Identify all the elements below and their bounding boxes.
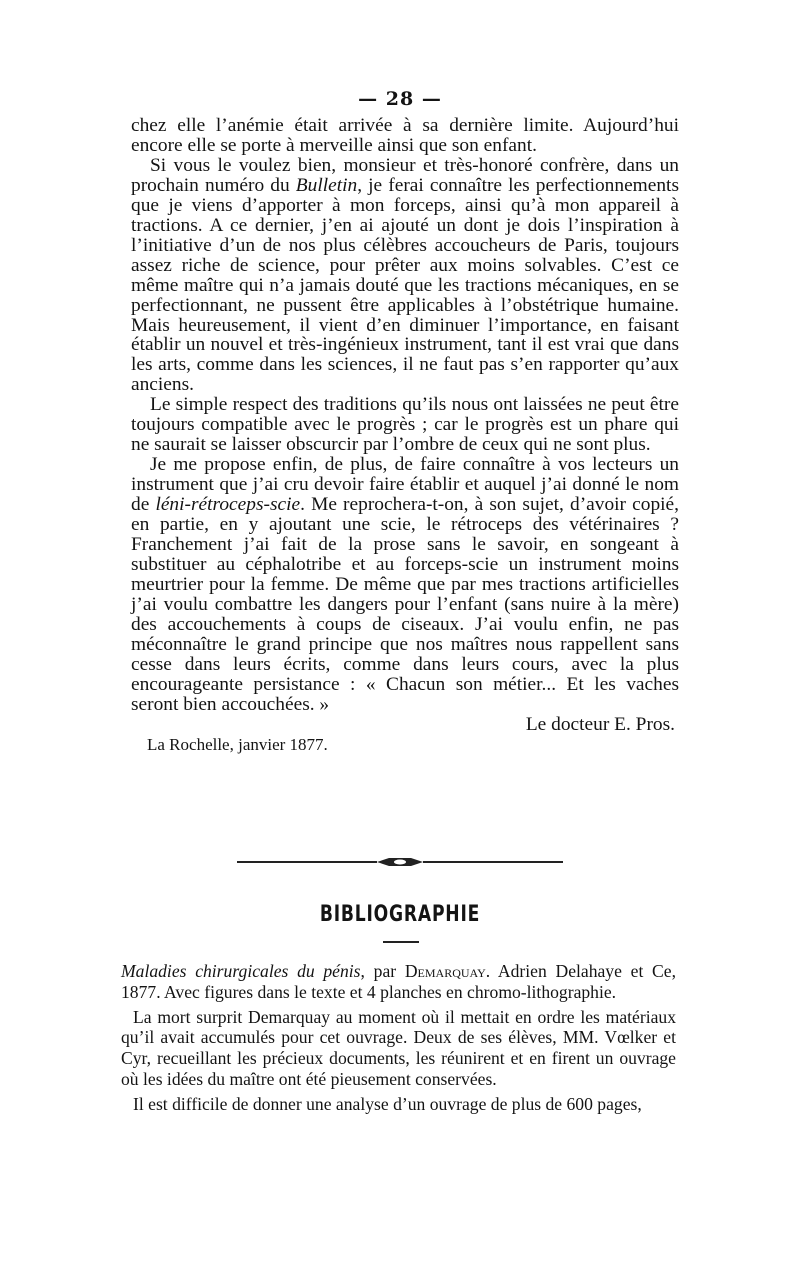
review-paragraph: La mort surprit Demarquay au moment où il mettait en ordre les matériaux qu’il avait accumulés pour cet ouvrage. Deux de ses élèves, MM. Vœlker et Cyr, recueillant les précieux documents, les réunirent et en firent un ouvrage où les idées du maître ont été pieusement conservées. [121, 1006, 676, 1089]
book-title: Maladies chirurgicales du pénis [121, 961, 361, 981]
letter-text: , je ferai connaître les perfectionnements que je viens d’apporter à mon forceps, ainsi qu’à mon appareil à tractions. A ce dernier, j’en ai ajouté un dont je dois l’inspiration à l’initiative d’un de nos plus célèbres accoucheurs de Paris, toujours assez riche de science, pour prêter aux moins solvables. C’est ce même maître qui n’a jamais douté que les tractions mécaniques, en se perfectionnant, ne pussent être applicables à l’obstétrique humaine. Mais heureusement, il vient d’en diminuer l’importance, en faisant établir un nouvel et très-ingénieux instrument, tant il est vrai que dans les arts, comme dans les sciences, il ne faut pas s’en rapporter qu’aux anciens. [131, 174, 679, 396]
citation-text: , par [360, 961, 405, 981]
letter-text: Le simple respect des traditions qu’ils nous ont laissées ne peut être toujours compatible avec le progrès ; car le progrès est un phare qui ne saurait se laisser obscurcir par l’ombre de ceux qui ne sont plus. [131, 394, 679, 456]
instrument-name: léni-rétroceps-scie [155, 494, 301, 516]
letter-paragraph [131, 116, 679, 156]
letter-paragraph [131, 455, 679, 714]
letter-paragraph [131, 395, 679, 455]
section-heading: BIBLIOGRAPHIE [319, 902, 481, 927]
ornamental-rule [237, 856, 563, 868]
bibliography-entry [121, 961, 676, 1115]
letter-text: chez elle l’anémie était arrivée à sa dernière limite. Aujourd’hui encore elle se porte à merveille ainsi que son enfant. [131, 115, 679, 156]
signature: Le docteur E. Pros. [525, 713, 675, 735]
page-number: — 28 — [358, 88, 442, 110]
letter-text: Si vous le voulez bien, monsieur et très-honoré confrère, dans un prochain numéro du [131, 154, 679, 196]
citation [121, 961, 676, 1003]
letter-text: . Me reprochera-t-on, à son sujet, d’avoir copié, en partie, en y ajoutant une scie, le rétroceps des vétérinaires ? Franchement j’ai fait de la prose sans le savoir, en songeant à substituer au céphalotribe et au forceps-scie un instrument moins meurtrier pour la femme. De même que par mes tractions artificielles j’ai voulu combattre les dangers pour l’enfant (sans nuire à la mère) des accouchements à coups de ciseaux. J’ai voulu enfin, ne pas méconnaître le grand principe que nos maîtres nous rappellent sans cesse dans leurs écrits, comme dans leurs cours, avec la plus encourageante persistance : « Chacun son métier... Et les vaches seront bien accouchées. » [131, 494, 679, 715]
publisher-info: . Adrien Delahaye et Ce, 1877. Avec figures dans le texte et 4 planches en chromo-lithographie. [121, 961, 676, 1002]
letter-text: Je me propose enfin, de plus, de faire connaître à vos lecteurs un instrument que j’ai cru devoir faire établir et auquel j’ai donné le nom de [131, 454, 679, 516]
review-paragraph: Il est difficile de donner une analyse d’un ouvrage de plus de 600 pages, [133, 1093, 642, 1114]
heading-rule [383, 941, 419, 943]
letter-body [131, 116, 679, 755]
letter-paragraph [131, 156, 679, 395]
place-date: La Rochelle, janvier 1877. [147, 734, 328, 754]
author-name: Demarquay [404, 961, 486, 981]
journal-title: Bulletin [295, 174, 358, 196]
